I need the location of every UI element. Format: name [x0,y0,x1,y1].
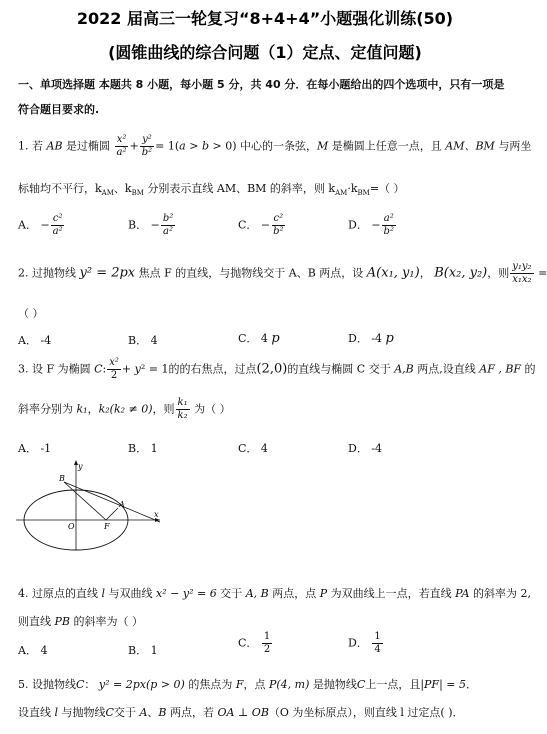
q2-pb: B(x₂, y₂) [434,265,488,281]
q3-line2: 斜率分别为 [18,402,77,416]
q2-text: 焦点 F 的直线，与抛物线交于 A、B 两点，设 [135,266,367,280]
q2-option-c-label: C． 4 [238,332,268,345]
q5-eq: y² = 2px(p > 0) [98,678,185,691]
label-f: F [104,522,110,531]
q4-line2: 则直线 [18,615,55,628]
q3-option-d[interactable]: D． -4 [348,442,383,455]
q2-text: = [534,266,547,280]
q2-option-d-label: D． -4 [348,332,383,345]
q4-text: 与双曲线 [105,587,157,600]
q3-line2: 为（ ） [190,402,231,416]
q2-eq: y² = 2px [79,265,136,281]
q3-option-a[interactable]: A． -1 [18,442,52,455]
q1-option-a-label: A． [18,218,37,232]
chord-line [64,482,160,522]
q1-ab: AB [46,139,63,153]
q1-option-d-label: D． [348,218,368,232]
q4-p: P [319,587,328,600]
af-line [106,508,118,520]
q4-option-a[interactable]: A． 4 [18,644,48,657]
q5-text: 上一点，且 [365,678,421,691]
q4-option-c[interactable]: C． $\frac{1}{2}$ [238,631,271,655]
q5-text: ． [465,678,477,691]
q1-m: M [317,139,329,153]
q4-text: 为双曲线上一点，若直线 [327,587,456,600]
q1-option-b-label: B． [128,218,148,232]
q5-text: 是抛物线 [309,678,357,691]
q1-text: 1. 若 [18,139,47,153]
q1-line2c: ·k [347,182,358,195]
label-x: x [154,510,159,519]
q4-line2: 的斜率为（ ） [70,615,143,628]
label-b: B [59,474,65,483]
q3-afbf: AF , BF [479,362,522,376]
question-5 [18,676,477,692]
q1-sep: 、k [113,182,132,195]
q5-l: l [54,706,59,719]
q5-c: C [76,678,85,691]
question-2: 2. 过抛物线 y² = 2px 焦点 F 的直线，与抛物线交于 A、B 两点，设 A(x₁, y₁)， B(x₂, y₂)，则 $\frac{\text{y₁y₂}}{\text{x₁x₂}}$ = [18,261,547,285]
question-4 [18,585,531,601]
q1-kam: AM [101,189,114,198]
label-a: A [119,500,125,509]
q4-text: 4. 过原点的直线 [18,587,102,600]
q3-ab: A,B [394,362,414,376]
q4-text: 两点，点 [268,587,320,600]
q4-l: l [101,587,106,600]
q1-option-d[interactable]: D． − $\frac{\text{a²}}{\text{b²}}$ [348,213,394,237]
q5-line2: 、 [147,706,159,719]
q1-option-c-label: C． [238,218,258,232]
q5-line2: 两点，若 [166,706,218,719]
q3-point: (2,0) [256,361,288,377]
q3-option-b[interactable]: B． 1 [128,442,158,455]
q3-line2: ，则 [152,402,175,416]
q2-text: 2. 过抛物线 [18,266,80,280]
q3-c: C [94,362,103,376]
q2-p: p [385,331,394,346]
q4-ab: A, B [245,587,269,600]
q1-text: 中心的一条弦， [240,139,317,153]
q2-option-a[interactable]: A． -4 [18,334,52,347]
q3-text: 的直线与椭圆 C 交于 [287,362,395,376]
q5-f: F [235,678,244,691]
q1-text: 是椭圆上任意一点，且 [328,139,446,153]
q5-perp: OA ⊥ OB [217,706,269,719]
q1-option-c[interactable]: C． − $\frac{\text{c²}}{\text{b²}}$ [238,213,284,237]
q5-point: P(4, m) [268,678,310,691]
q4-pa: PA [455,587,470,600]
q3-text: 3. 设 F 为椭圆 [18,362,95,376]
q4-text: 交于 [216,587,246,600]
question-1-line-2: 标轴均不平行，$k_{AM}$、$k_{BM}$ 分别表示直线 AM、BM 的斜率，则 $k_{AM}\cdot k_{BM}=$（ ） [18,182,405,198]
q5-pf: |PF| = 5 [420,678,466,691]
bf-line [64,482,106,520]
q5-text: 的焦点为 [184,678,236,691]
q4-eq: x² − y² = 6 [156,587,217,600]
q5-line2: （O 为坐标原点），则直线 l 过定点( )． [268,706,464,719]
q1-kbm: BM [131,189,144,198]
q5-line2: 设直线 [18,706,55,719]
q4-text: 的斜率为 2, [469,587,531,600]
q4-option-d[interactable]: D． $\frac{1}{4}$ [348,631,381,655]
q1-ambm: AM、BM [445,139,495,153]
question-4-line-2 [18,613,143,629]
q5-line2: 交于 [113,706,140,719]
q2-pa: A(x₁, y₁) [366,265,420,281]
q5-b: B [158,706,167,719]
q2-option-d[interactable] [348,330,394,346]
q5-text: 5. 设抛物线 [18,678,76,691]
q4-option-c-label: C． [238,636,258,650]
q1-line2b: 分别表示直线 AM、BM 的斜率，则 k [143,182,336,195]
question-3-line-2: 斜率分别为 k₁，k₂(k₂ ≠ 0)，则 $\frac{\text{k₁}}{\text{k₂}}$ 为（ ） [18,397,231,421]
ellipse-diagram [14,456,164,552]
q5-line2: 与抛物线 [58,706,106,719]
q3-text: 的 [521,362,536,376]
q3-text: 的右焦点，过点 [179,362,257,376]
q4-option-b[interactable]: B． 1 [128,644,158,657]
q3-k1: k₁ [76,402,88,416]
q3-option-c[interactable]: C． 4 [238,442,268,455]
q5-text: ，点 [243,678,269,691]
q5-c: C [356,678,366,691]
q2-option-c[interactable] [238,330,280,346]
q5-text: ： [84,678,99,691]
label-y: y [78,462,83,471]
title-line-1: 2022 届高三一轮复习“8+4+4”小题强化训练(50) [76,9,454,28]
q1-frac-x: $\frac{\text{x²}}{\text{a²}}$ [116,134,127,158]
q3-text: 两点,设直线 [413,362,480,376]
q1-line2: 标轴均不平行，k [18,182,102,195]
section-heading: 一、单项选择题 本题共 8 小题，每小题 5 分，共 40 分．在每小题给出的四个选项中，只有一项是 [18,78,505,91]
question-1: 1. 若 AB 是过椭圆 $\frac{\text{x²}}{\text{a²}}$ + $\frac{\text{y²}}{\text{b²}}$ = 1(a > b > 0) 中心的一条弦，M 是椭圆上任意一点，且 AM、BM 与两坐 [18,134,532,158]
q2-paren: （ ） [18,307,44,320]
q1-option-a[interactable]: A． − $\frac{\text{c²}}{\text{a²}}$ [18,213,63,237]
q1-frac-y: $\frac{\text{y²}}{\text{b²}}$ [141,134,153,158]
title-line-2: (圆锥曲线的综合问题（1）定点、定值问题) [108,43,422,62]
q2-text: ，则 [487,266,510,280]
q5-a: A [139,706,148,719]
q1-text: 与两坐 [494,139,532,153]
q1-line2d: =（ ） [369,182,405,195]
q2-p: p [271,331,280,346]
q3-line2: ， [87,402,99,416]
question-3: 3. 设 F 为椭圆 C: $\frac{\text{x²}}{2}$ + y² = 1的的右焦点，过点(2,0)的直线与椭圆 C 交于 A,B 两点,设直线 AF , BF 的 [18,357,536,381]
section-heading-tail: 符合题目要求的. [18,103,100,116]
q1-text: 是过椭圆 [62,139,111,153]
question-5-line-2 [18,704,464,720]
q2-option-b[interactable]: B． 4 [128,334,158,347]
q1-option-b[interactable]: B． − $\frac{\text{b²}}{\text{a²}}$ [128,213,174,237]
q4-pb: PB [54,615,70,628]
q5-c: C [105,706,114,719]
label-o: O [68,522,75,531]
q3-k2-cond: (k₂ ≠ 0) [109,402,153,416]
q4-option-d-label: D． [348,636,368,650]
q3-k2: k₂ [98,402,110,416]
